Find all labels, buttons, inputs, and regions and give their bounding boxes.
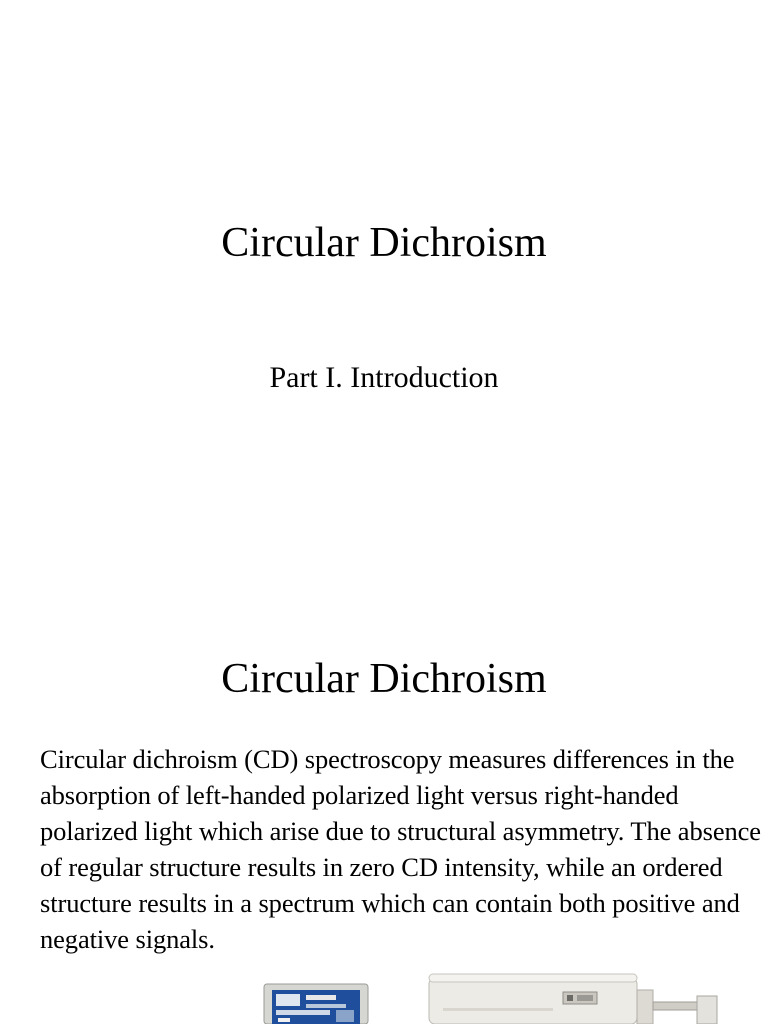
slide-2-title: Circular Dichroism — [221, 656, 547, 702]
slide-2-body-text: Circular dichroism (CD) spectroscopy measures differences in the absorption of left-handed polarized light versus right-handed polarized light which arise due to structural asymmetry. The absence of regular structure results in zero CD intensity, while an ordered structure results in a spectrum which can contain both positive and negative signals. — [40, 744, 761, 954]
slide-1-subtitle: Part I. Introduction — [269, 361, 499, 394]
cd-spectrometer-image — [425, 972, 725, 1024]
computer-monitor-image — [262, 980, 372, 1024]
slide-1-title: Circular Dichroism — [221, 220, 547, 266]
